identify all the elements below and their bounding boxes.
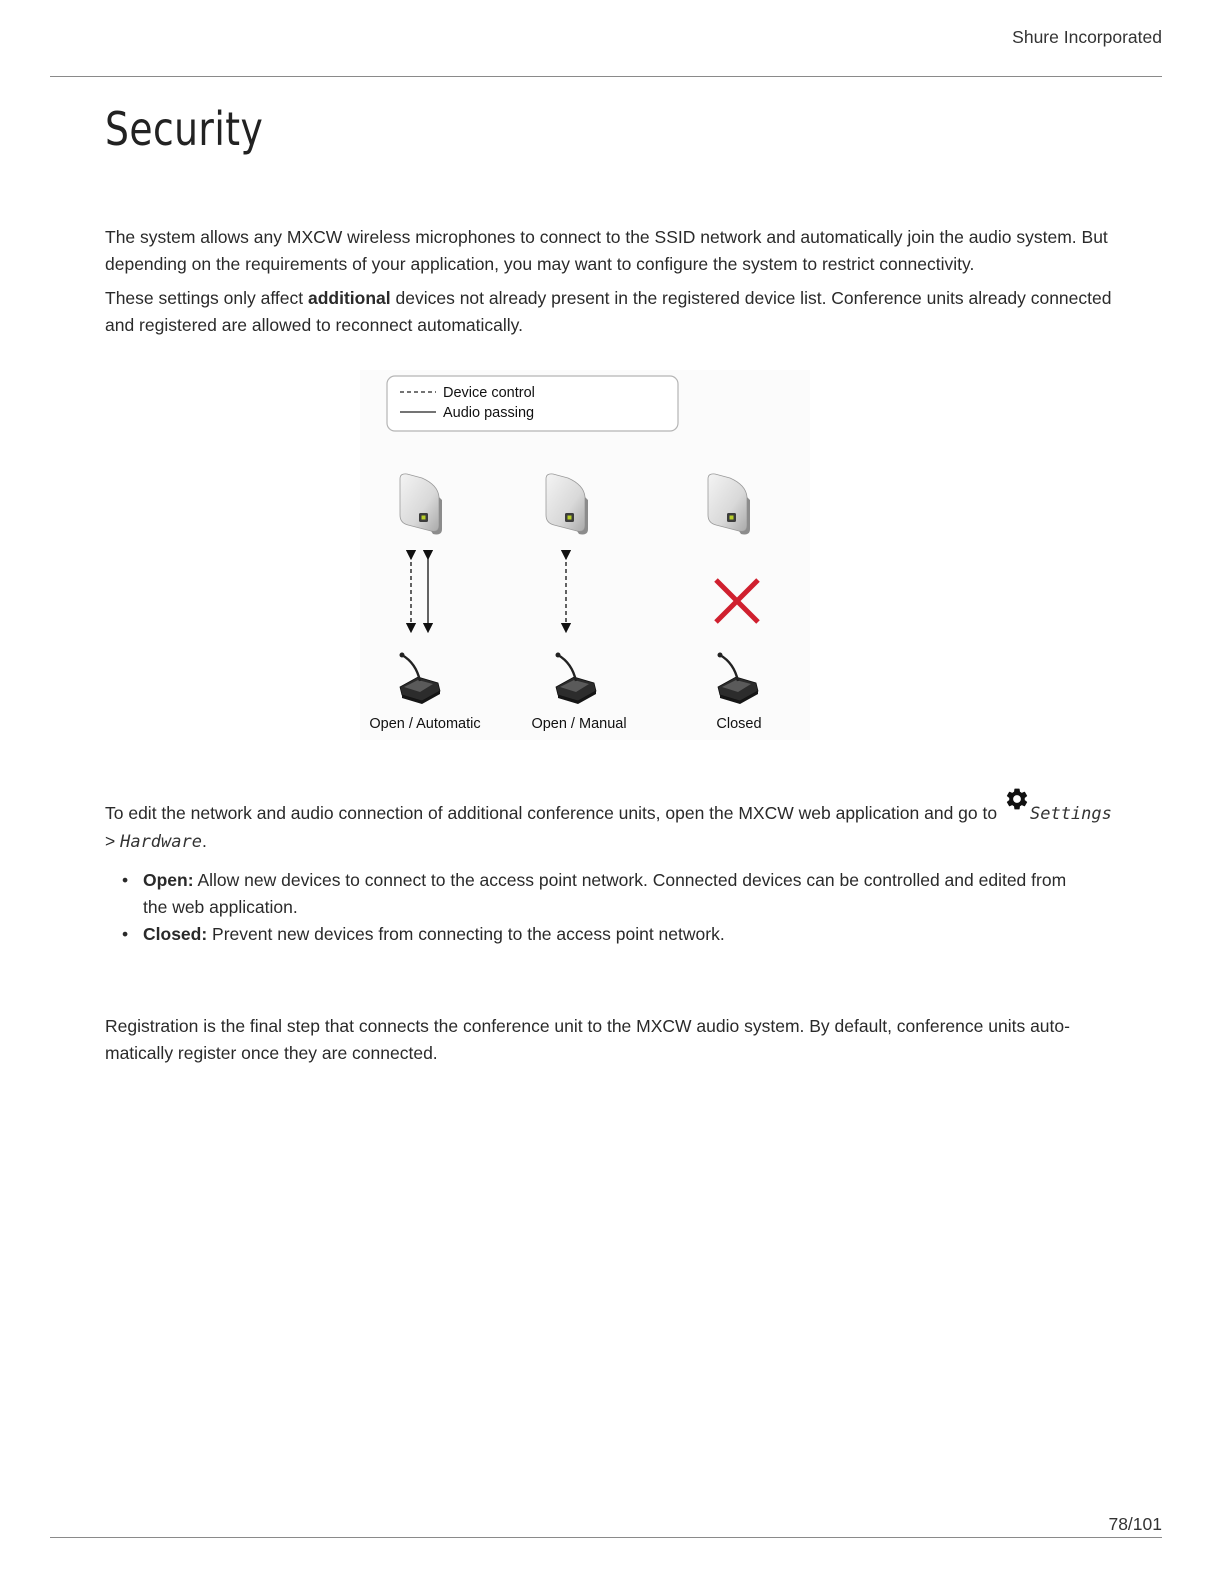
registration-paragraph: Registration is the final step that connects the conference unit to the MXCW audio system. By default, conference units automatically register once they are connected.: [105, 1016, 1070, 1063]
header-divider: [50, 76, 1162, 77]
list-item: [105, 867, 1095, 921]
page-title: Security: [105, 102, 264, 156]
edit-end: .: [201, 831, 207, 851]
column-label-open-manual: Open / Manual: [531, 716, 627, 732]
option-text: Allow new devices to connect to the access point network. Connected devices can be controlled and edited from the web application.: [143, 870, 1067, 917]
intro-p2-start: These settings only affect: [105, 288, 308, 308]
hardware-menu-path: Hardware: [120, 832, 202, 852]
intro-paragraph-2: [105, 285, 1115, 339]
connectivity-diagram: [360, 370, 810, 740]
option-text: Prevent new devices from connecting to the access point network.: [207, 924, 725, 944]
gear-icon: [1004, 796, 1030, 822]
list-item: [105, 921, 1095, 948]
diagram-legend: [387, 376, 678, 431]
edit-paragraph: [105, 796, 1115, 856]
path-separator: >: [105, 831, 121, 851]
edit-text: To edit the network and audio connection of additional conference units, open the MXCW web application and go to: [105, 803, 1002, 823]
column-label-open-automatic: Open / Automatic: [369, 716, 481, 732]
footer-divider: [50, 1537, 1162, 1538]
connectivity-options-list: [105, 867, 1095, 948]
intro-paragraph-1: The system allows any MXCW wireless microphones to connect to the SSID network and automatically join the audio system. But depending on the requirements of your application, you may want to configure the system to restrict connectivity.: [105, 227, 1108, 274]
settings-menu-path: Settings: [1029, 804, 1112, 824]
option-label: Closed:: [143, 924, 208, 944]
legend-audio-passing: Audio passing: [443, 405, 535, 421]
header-company: Shure Incorporated: [1012, 27, 1162, 47]
page-number: 78/101: [1108, 1514, 1162, 1534]
legend-device-control: Device control: [443, 385, 535, 401]
option-label: Open:: [143, 870, 194, 890]
column-label-closed: Closed: [716, 716, 762, 732]
intro-p2-end: devices not already present in the registered device list. Conference units already connected and registered are allowed to reconnect automatically.: [105, 288, 1112, 335]
intro-p2-bold: additional: [308, 288, 391, 308]
